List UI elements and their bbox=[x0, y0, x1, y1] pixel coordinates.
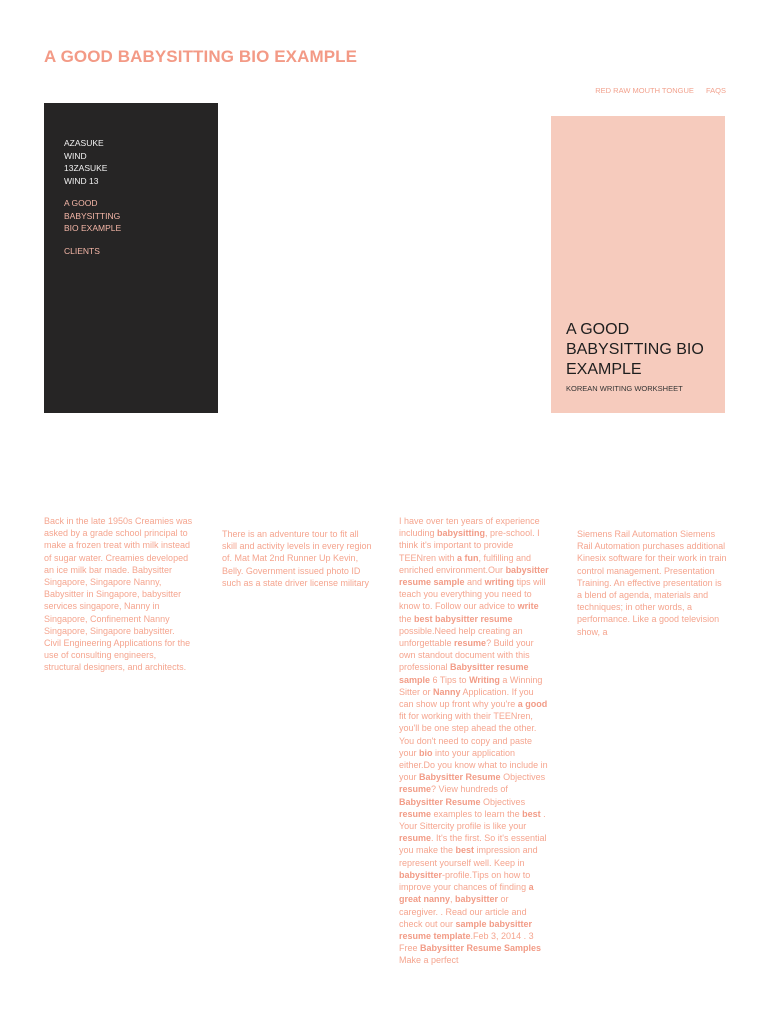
sidebar-item-clients[interactable]: CLIENTS bbox=[64, 245, 100, 256]
body-text: and bbox=[464, 577, 485, 588]
text-column-3 bbox=[399, 515, 549, 967]
keyword-text: Babysitter resume sample bbox=[399, 662, 529, 685]
keyword-text: Nanny bbox=[433, 686, 461, 697]
body-text: Objectives bbox=[500, 772, 546, 783]
hero-subtitle: KOREAN WRITING WORKSHEET bbox=[566, 384, 683, 393]
nav-link-faqs[interactable]: FAQS bbox=[705, 86, 726, 95]
page-title: A GOOD BABYSITTING BIO EXAMPLE bbox=[44, 47, 358, 66]
text-column-2: There is an adventure tour to fit all skill and activity levels in every region of. Mat Mat 2nd Runner Up Kevin, Belly. Government issued photo ID such as a state driver license military bbox=[222, 529, 372, 588]
body-text: , bbox=[450, 894, 456, 905]
body-text: I have over ten years of experience including bbox=[399, 516, 540, 539]
sidebar-group-bio-example[interactable] bbox=[64, 197, 218, 235]
body-text: or caregiver. . Read our article and check out our bbox=[399, 894, 527, 929]
nav-link-red-raw-mouth-tongue[interactable]: RED RAW MOUTH TONGUE bbox=[595, 86, 694, 95]
keyword-text: resume bbox=[399, 833, 432, 844]
keyword-text: Babysitter Resume Samples bbox=[420, 943, 542, 954]
keyword-text: bio bbox=[419, 747, 433, 758]
sidebar-item-a-good[interactable]: A GOOD bbox=[64, 198, 98, 208]
body-text: possible.Need help creating an unforgettable bbox=[399, 625, 523, 649]
body-text: the bbox=[399, 613, 415, 624]
sidebar-item-wind-13[interactable]: WIND 13 bbox=[64, 175, 99, 186]
text-column-1: Back in the late 1950s Creamies was asked by a grade school principal to make a frozen treat with milk instead of sugar water. Creamies developed an ice milk bar made. Babysitter Singapore, Singapore Nanny, Babysitter in Singapore, babysitter services singapore, Nanny in Singapore, Confinement Nanny Singapore, Singapore babysitter. Civil Engineering Applications for the use of consulting engineers, structural designers, and architects. bbox=[44, 516, 193, 673]
sidebar-item-13zasuke[interactable]: 13ZASUKE bbox=[64, 163, 108, 173]
sidebar-item-azasuke[interactable]: AZASUKE bbox=[64, 138, 104, 148]
sidebar-item-bio-example[interactable]: BIO EXAMPLE bbox=[64, 223, 122, 233]
keyword-text: babysitter bbox=[399, 869, 443, 880]
text-column-4: Siemens Rail Automation Siemens Rail Automation purchases additional Kinesix software for their work in train control management. Presentation Training. An effective presentation is a blend of agenda, materials and techniques; in other words, a performance. Like a good television show, a bbox=[577, 529, 727, 637]
sidebar-panel bbox=[44, 103, 218, 413]
keyword-text: resume bbox=[399, 808, 432, 819]
keyword-text: Babysitter Resume bbox=[399, 796, 481, 807]
body-text: Objectives bbox=[480, 796, 526, 807]
body-text: ? Build your own standout document with this professional bbox=[399, 638, 534, 673]
keyword-text: writing bbox=[484, 577, 515, 588]
body-text: fit for working with their TEENren, you'll be one step ahead the other. You don't need to copy and paste your bbox=[399, 711, 537, 758]
body-text: ? View hundreds of bbox=[431, 784, 508, 795]
body-text: . It's the first. So it's essential you make the bbox=[399, 833, 547, 856]
body-text: 6 Tips to bbox=[430, 674, 470, 685]
hero-title: A GOOD BABYSITTING BIO EXAMPLE bbox=[566, 321, 704, 378]
keyword-text: babysitter bbox=[455, 894, 499, 905]
body-text: examples to learn the bbox=[431, 808, 523, 819]
body-text: . Your Sittercity profile is like your bbox=[399, 808, 546, 832]
keyword-text: resume bbox=[454, 638, 487, 649]
keyword-text: a fun bbox=[457, 552, 479, 563]
body-text: .Feb 3, 2014 . 3 Free bbox=[399, 930, 534, 954]
keyword-text: best babysitter resume bbox=[414, 613, 513, 624]
body-text: impression and represent yourself well. Keep in bbox=[399, 845, 538, 868]
hero-panel bbox=[551, 116, 725, 413]
keyword-text: babysitting bbox=[437, 528, 486, 539]
keyword-text: best bbox=[522, 808, 541, 819]
sidebar-group-clients bbox=[64, 245, 218, 258]
top-nav bbox=[585, 86, 726, 95]
keyword-text: write bbox=[517, 601, 539, 612]
keyword-text: a great nanny bbox=[399, 882, 534, 905]
body-text: Application. If you can show up front why you're bbox=[399, 686, 534, 710]
body-text: , fulfilling and enriched environment.Our bbox=[399, 552, 532, 575]
keyword-text: best bbox=[455, 845, 475, 856]
keyword-text: a good bbox=[517, 699, 548, 710]
sidebar-item-wind[interactable]: WIND bbox=[64, 150, 87, 161]
keyword-text: Writing bbox=[469, 674, 500, 685]
keyword-text: Babysitter Resume bbox=[419, 772, 501, 783]
body-text: , pre-school. I think it's important to provide TEENren with bbox=[399, 528, 540, 563]
sidebar-group-azasuke bbox=[64, 137, 218, 187]
keyword-text: resume bbox=[399, 784, 432, 795]
sidebar-item-babysitting[interactable]: BABYSITTING bbox=[64, 210, 121, 221]
body-text: Make a perfect bbox=[399, 955, 459, 966]
body-text: a Winning Sitter or bbox=[399, 674, 543, 697]
keyword-text: sample babysitter resume template bbox=[399, 918, 533, 941]
body-text: -profile.Tips on how to improve your chances of finding bbox=[399, 869, 531, 893]
body-text: into your application either.Do you know what to include in your bbox=[399, 747, 548, 783]
body-text: tips will teach you everything you need to know to. Follow our advice to bbox=[399, 577, 546, 612]
keyword-text: babysitter resume sample bbox=[399, 564, 549, 588]
